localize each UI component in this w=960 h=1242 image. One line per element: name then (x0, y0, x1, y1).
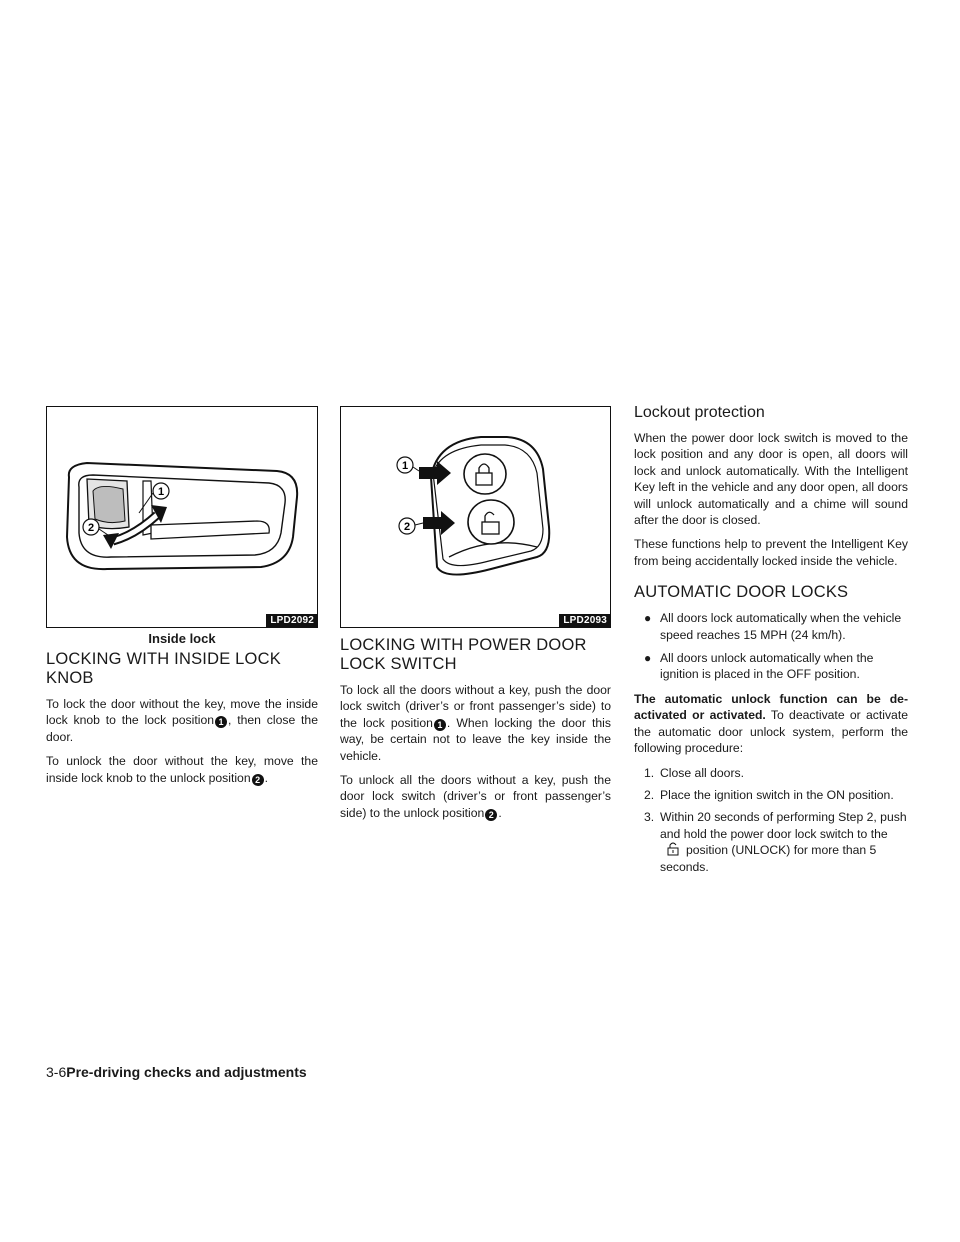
paragraph-lock-power (340, 682, 611, 764)
step-text: Within 20 seconds of performing Step 2, push and hold the power door lock switch to the (660, 810, 907, 841)
callout-1-marker: 1 (215, 716, 227, 728)
text: . (264, 770, 268, 785)
list-item (634, 650, 908, 683)
paragraph-unlock-power (340, 772, 611, 821)
inside-lock-figure (46, 406, 318, 628)
text: All doors lock automatically when the vehicle speed reaches 15 MPH (24 km/h). (660, 611, 902, 642)
section-heading-inside-lock: LOCKING WITH INSIDE LOCK KNOB (46, 650, 281, 687)
text: To deactivate or activate the automatic door unlock system, perform the following procedure: (634, 708, 909, 756)
paragraph-unlock-inside (46, 753, 318, 786)
text: , then close the door. (46, 713, 318, 744)
bullet-icon: ● (644, 651, 652, 666)
paragraph-automatic-unlock (634, 691, 908, 757)
paragraph-lockout-2: These functions help to prevent the Intelligent Key from being accidentally locked inside the vehicle. (634, 537, 908, 568)
text: To lock the door without the key, move the inside lock knob to the lock position (46, 697, 318, 728)
text: All doors unlock automatically when the ignition is placed in the OFF position. (660, 651, 874, 682)
step-number: 3. (644, 810, 655, 825)
step-text: Place the ignition switch in the ON position. (660, 787, 894, 802)
callout-2-label: 2 (87, 522, 95, 534)
automatic-locks-list (634, 610, 908, 683)
callout-2-marker: 2 (485, 809, 497, 821)
callout-2-label: 2 (403, 521, 411, 533)
step-number: 2. (644, 787, 655, 802)
inside-lock-illustration (47, 407, 316, 626)
step-item (634, 765, 908, 781)
section-title: Pre-driving checks and adjustments (66, 1064, 307, 1080)
callout-1-marker: 1 (434, 719, 446, 731)
text: . When locking the door this way, be certain not to leave the key inside the vehicle. (340, 715, 611, 763)
section-heading-automatic-door-locks: AUTOMATIC DOOR LOCKS (634, 583, 849, 602)
paragraph-lockout-1: When the power door lock switch is moved to the lock position and any door is open, all doors will lock and unlock automatically. With the Intelligent Key left in the vehicle and any door open, all doors will unlock automatically and a chime will sound after the door is closed. (634, 431, 908, 528)
list-item (634, 610, 908, 643)
step-item (634, 787, 908, 803)
callout-1-label: 1 (157, 486, 165, 498)
figure-code: LPD2092 (266, 614, 317, 627)
step-text: Close all doors. (660, 765, 744, 780)
bold-lead: The automatic unlock function can be de-activated or activated. (634, 691, 908, 723)
figure-code: LPD2093 (559, 614, 610, 627)
figure-caption: Inside lock (148, 631, 216, 646)
page-number: 3-6 (46, 1064, 67, 1080)
column-inside-lock (46, 406, 318, 794)
column-lockout-automatic (634, 404, 908, 881)
power-lock-switch-figure (340, 406, 611, 628)
unlock-padlock-icon (660, 842, 686, 856)
procedure-steps (634, 765, 908, 875)
text: To unlock all the doors without a key, push the door lock switch (driver’s or front passenger’s side) to the unlock position (340, 773, 611, 820)
step-item (634, 809, 908, 875)
bullet-icon: ● (644, 611, 652, 626)
power-lock-switch-illustration (341, 407, 609, 626)
callout-2-marker: 2 (252, 774, 264, 786)
column-power-lock-switch (340, 406, 611, 829)
paragraph-lock-inside (46, 696, 318, 745)
text: . (498, 805, 502, 820)
callout-1-label: 1 (401, 460, 409, 472)
subheading-lockout-protection: Lockout protection (634, 404, 765, 421)
step-number: 1. (644, 765, 655, 780)
page-footer (46, 1064, 307, 1080)
text: To unlock the door without the key, move the inside lock knob to the unlock position (46, 754, 318, 785)
step-text: position (UNLOCK) for more than 5 seconds. (660, 843, 877, 874)
text: To lock all the doors without a key, push the door lock switch (driver’s or front passenger’s side) to the lock position (340, 683, 611, 730)
section-heading-power-lock: LOCKING WITH POWER DOOR LOCK SWITCH (340, 636, 587, 673)
